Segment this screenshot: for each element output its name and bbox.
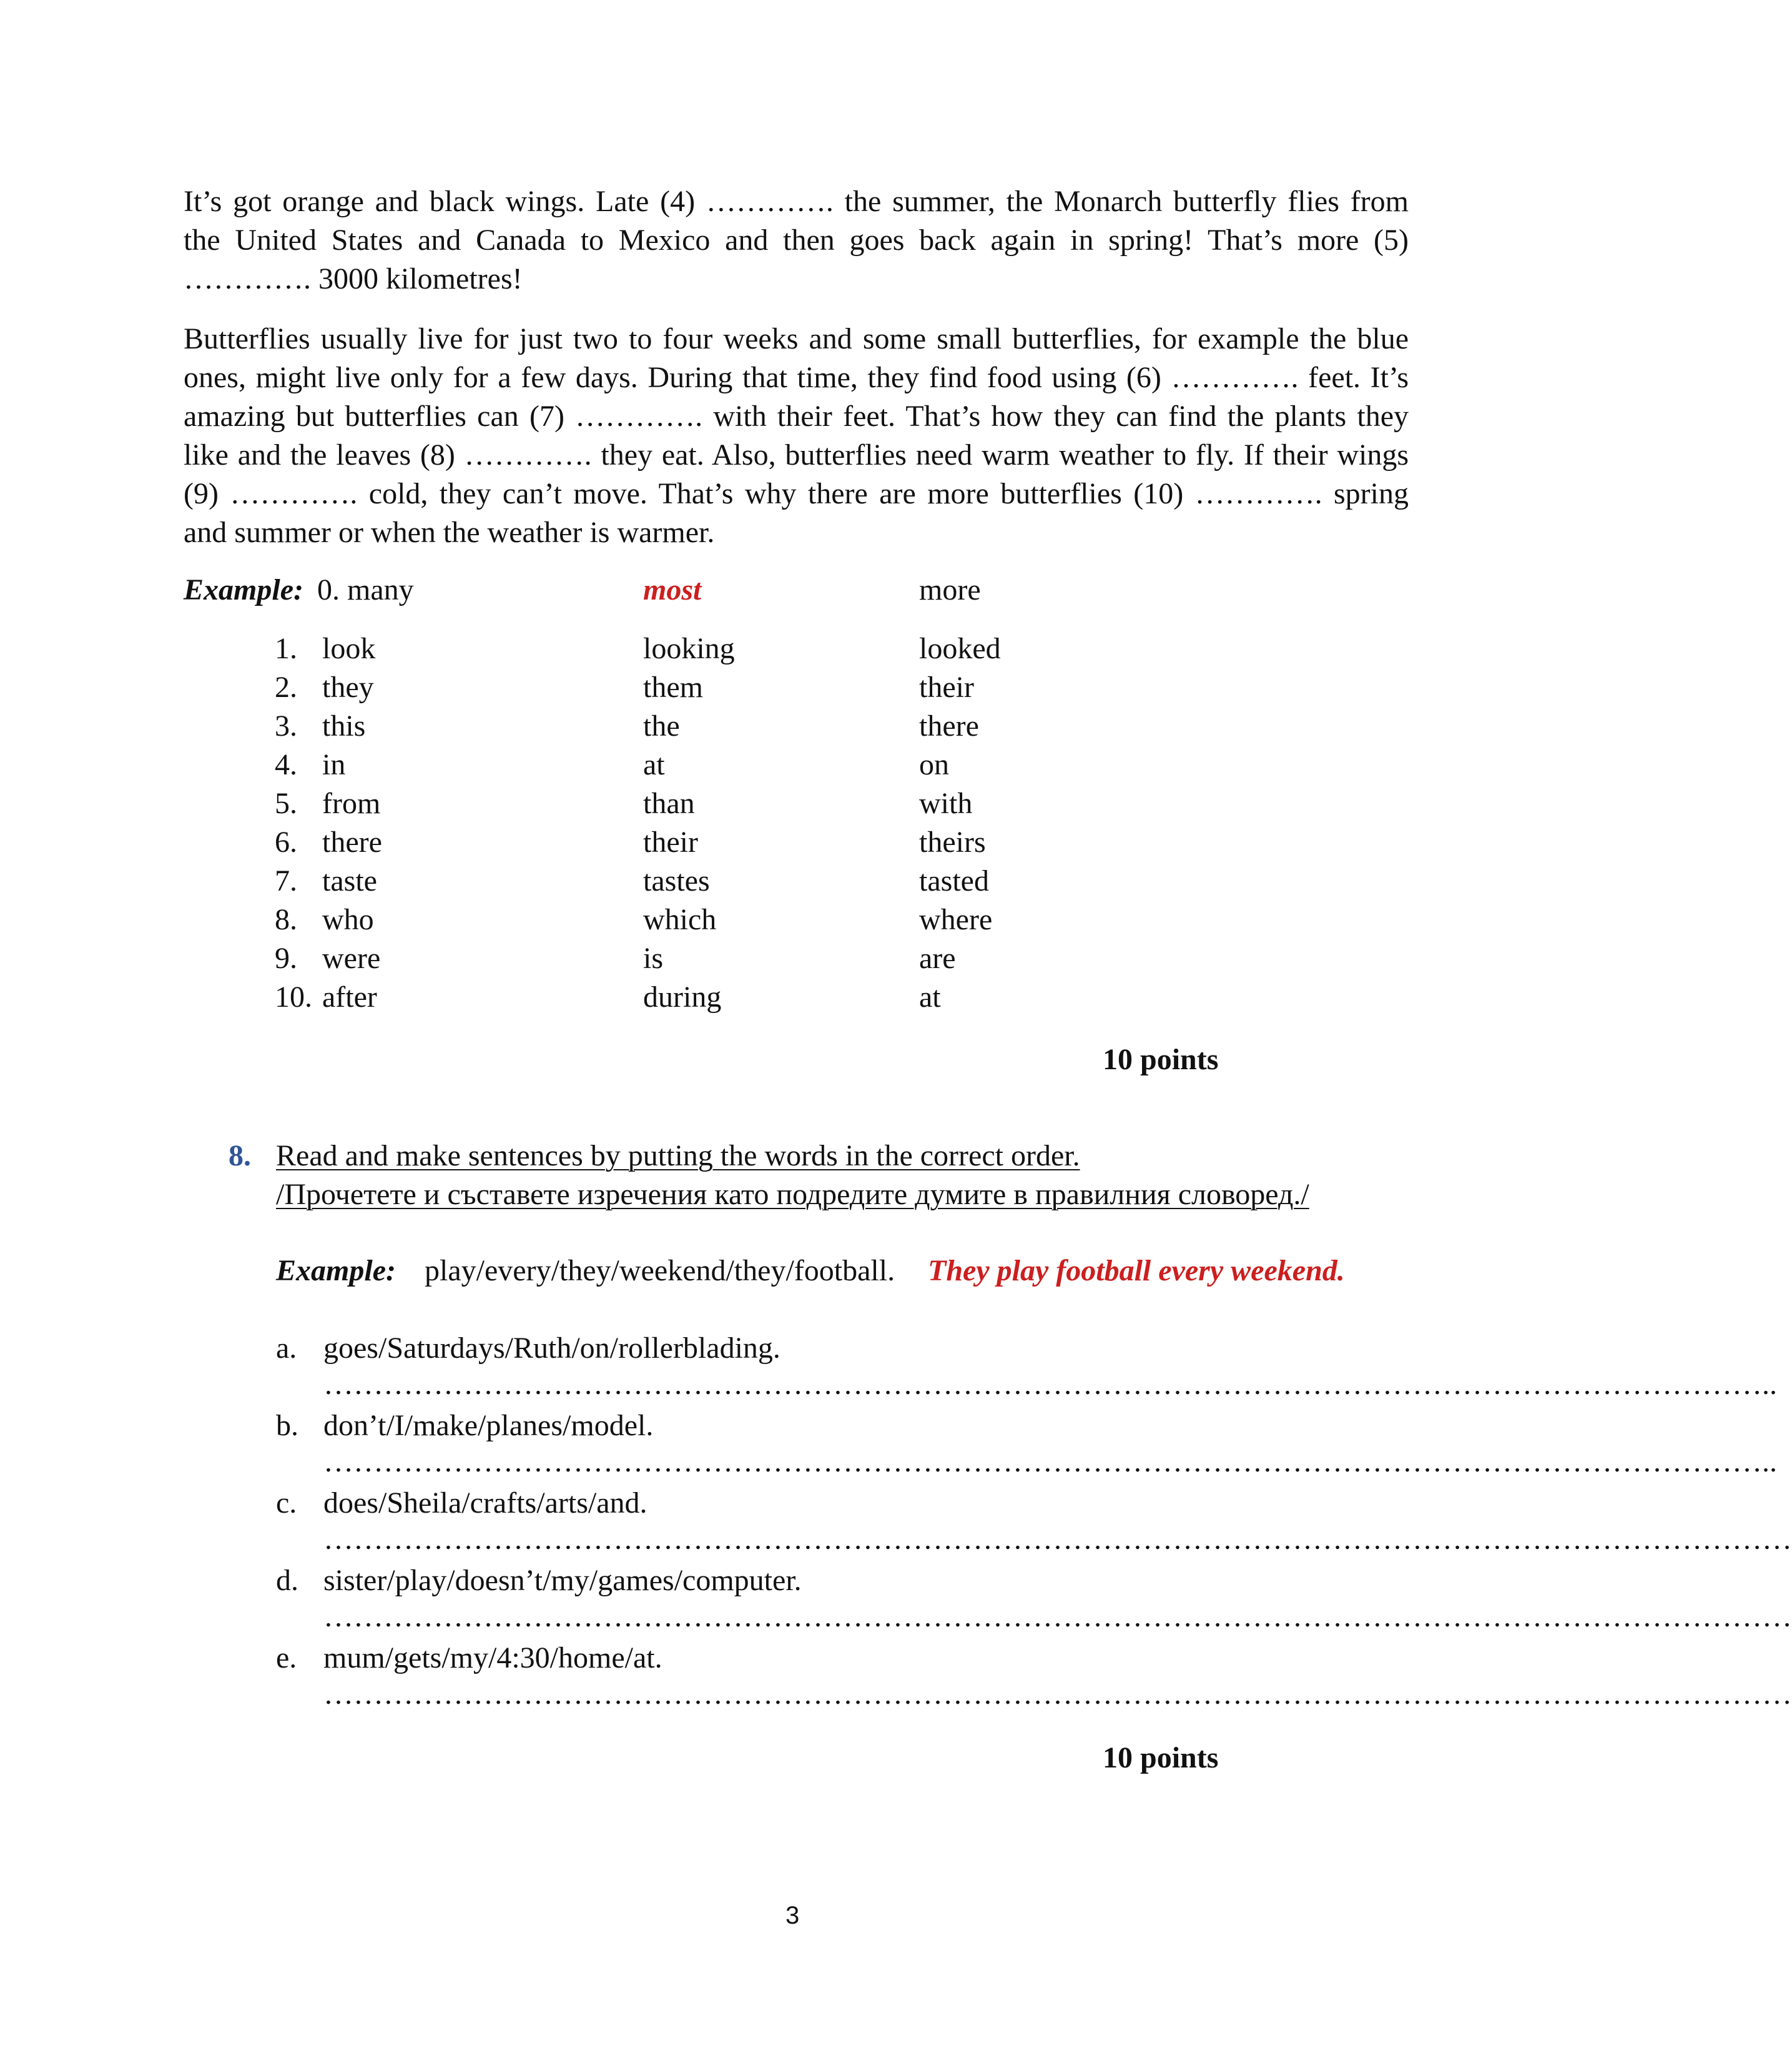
- item-letter: e.: [276, 1641, 297, 1674]
- passage-line: and summer or when the weather is warmer.: [184, 516, 715, 549]
- option-a: look: [322, 632, 376, 665]
- passage-paragraph-1: [184, 182, 1409, 299]
- option-number: 3.: [275, 709, 297, 743]
- option-c: looked: [919, 632, 1001, 665]
- passage-paragraph-2: [184, 320, 1409, 552]
- option-c: their: [919, 671, 974, 704]
- passage-line: Butterflies usually live for just two to four weeks and some small butterflies, for example the blue: [184, 322, 1409, 355]
- option-number: 6.: [275, 826, 297, 859]
- option-b: tastes: [643, 864, 710, 897]
- example-option-c: more: [919, 573, 981, 606]
- option-c: with: [919, 787, 973, 820]
- example-label: Example:: [184, 573, 303, 606]
- item-words: mum/gets/my/4:30/home/at.: [323, 1641, 662, 1674]
- task8-instruction-en: Read and make sentences by putting the words in the correct order.: [276, 1139, 1080, 1172]
- page-number: 3: [785, 1902, 800, 1929]
- option-b: is: [643, 942, 664, 975]
- passage-line: ones, might live only for a few days. During that time, they find food using (6) …………. feet. It’s: [184, 361, 1409, 394]
- task8-points: 10 points: [1103, 1741, 1219, 1774]
- passage-line: like and the leaves (8) …………. they eat. Also, butterflies need warm weather to fly. If their wings: [184, 438, 1409, 472]
- option-a: who: [322, 903, 374, 936]
- item-letter: a.: [276, 1332, 297, 1365]
- task8-example-answer: They play football every weekend.: [928, 1254, 1345, 1287]
- option-a: this: [322, 709, 366, 743]
- option-number: 5.: [275, 787, 297, 820]
- item-words: goes/Saturdays/Ruth/on/rollerblading.: [323, 1332, 780, 1365]
- option-number: 4.: [275, 748, 297, 781]
- example-answer: most: [643, 573, 702, 606]
- option-b: at: [643, 748, 665, 781]
- option-number: 10.: [275, 981, 312, 1014]
- option-a: taste: [322, 864, 377, 897]
- option-a: were: [322, 942, 381, 975]
- option-c: tasted: [919, 864, 989, 897]
- option-c: there: [919, 709, 979, 743]
- answer-line[interactable]: …………………………………………………………………………………………………………………………………: [323, 1600, 1792, 1633]
- example-option-a: 0. many: [317, 573, 414, 606]
- task8-example-words: play/every/they/weekend/they/football.: [425, 1254, 895, 1287]
- item-letter: b.: [276, 1409, 298, 1442]
- item-words: sister/play/doesn’t/my/games/computer.: [323, 1564, 802, 1597]
- option-b: the: [643, 709, 680, 743]
- item-letter: c.: [276, 1486, 297, 1520]
- option-number: 9.: [275, 942, 297, 975]
- answer-line[interactable]: ………………………………………………………………………………………………………………………………..: [323, 1445, 1777, 1478]
- option-c: at: [919, 981, 941, 1014]
- option-b: during: [643, 981, 722, 1014]
- answer-line[interactable]: ………………………………………………………………………………………………………………………………..: [323, 1368, 1777, 1401]
- option-b: them: [643, 671, 703, 704]
- passage-line: the United States and Canada to Mexico and then goes back again in spring! That’s more (5): [184, 224, 1409, 257]
- option-a: after: [322, 981, 377, 1014]
- task8-example-label: Example:: [276, 1254, 396, 1287]
- option-number: 1.: [275, 632, 297, 665]
- item-words: don’t/I/make/planes/model.: [323, 1409, 654, 1442]
- task8-number: 8.: [229, 1139, 251, 1172]
- option-b: than: [643, 787, 695, 820]
- passage-line: (9) …………. cold, they can’t move. That’s why there are more butterflies (10) …………. spring: [184, 477, 1409, 510]
- item-words: does/Sheila/crafts/arts/and.: [323, 1486, 647, 1520]
- option-c: where: [919, 903, 993, 936]
- passage-line: amazing but butterflies can (7) …………. with their feet. That’s how they can find the plants they: [184, 400, 1409, 433]
- option-c: on: [919, 748, 949, 781]
- option-b: their: [643, 826, 698, 859]
- option-c: theirs: [919, 826, 986, 859]
- option-c: are: [919, 942, 956, 975]
- task7-points: 10 points: [1103, 1043, 1219, 1076]
- answer-line[interactable]: …………………………………………………………………………………………………………………………………: [323, 1678, 1792, 1711]
- passage-line: It’s got orange and black wings. Late (4) …………. the summer, the Monarch butterfly flies from: [184, 185, 1409, 218]
- option-b: which: [643, 903, 717, 936]
- option-number: 7.: [275, 864, 297, 897]
- option-a: from: [322, 787, 381, 820]
- item-letter: d.: [276, 1564, 298, 1597]
- passage-line: …………. 3000 kilometres!: [184, 262, 523, 295]
- task8-instruction-bg: /Прочетете и съставете изречения като подредите думите в правилния словоред./: [276, 1178, 1309, 1211]
- option-number: 8.: [275, 903, 297, 936]
- option-a: there: [322, 826, 382, 859]
- option-a: they: [322, 671, 374, 704]
- option-b: looking: [643, 632, 735, 665]
- option-number: 2.: [275, 671, 297, 704]
- answer-line[interactable]: …………………………………………………………………………………………………………………………………: [323, 1523, 1792, 1556]
- option-a: in: [322, 748, 346, 781]
